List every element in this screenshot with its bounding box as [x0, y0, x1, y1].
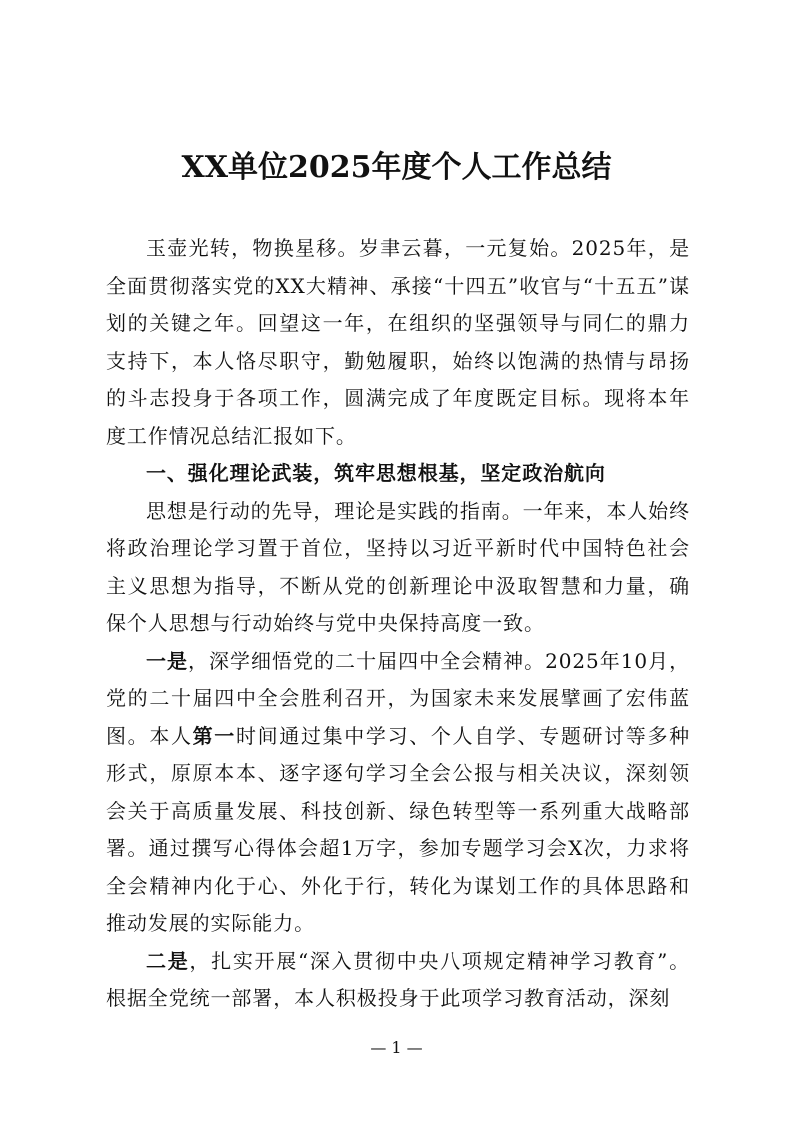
point-one-text-a: ，深学细悟党的二十届四中全会精神。2025年10月，党的二十届四中全会胜利召开，为国家未来发展擘画了宏伟蓝图。本人: [106, 648, 690, 748]
section-paragraph: 思想是行动的先导，理论是实践的指南。一年来，本人始终将政治理论学习置于首位，坚持以习近平新时代中国特色社会主义思想为指导，不断从党的创新理论中汲取智慧和力量，确保个人思想与行动始终与党中央保持高度一致。: [106, 498, 690, 635]
point-one-paragraph: [106, 643, 690, 943]
point-two-lead: 二是: [146, 948, 190, 973]
document-title: XX单位2025年度个人工作总结: [181, 150, 612, 185]
intro-paragraph: 玉壶光转，物换星移。岁聿云暮，一元复始。2025年，是全面贯彻落实党的XX大精神、承接“十四五”收官与“十五五”谋划的关键之年。回望这一年，在组织的坚强领导与同仁的鼎力支持下，本人恪尽职守，勤勉履职，始终以饱满的热情与昂扬的斗志投身于各项工作，圆满完成了年度既定目标。现将本年度工作情况总结汇报如下。: [106, 236, 690, 448]
point-one-text-b: 时间通过集中学习、个人自学、专题研讨等多种形式，原原本本、逐字逐句学习全会公报与相关决议，深刻领会关于高质量发展、科技创新、绿色转型等一系列重大战略部署。通过撰写心得体会超1万字，参加专题学习会X次，力求将全会精神内化于心、外化于行，转化为谋划工作的具体思路和推动发展的实际能力。: [106, 723, 691, 935]
point-two-text: ，扎实开展“深入贯彻中央八项规定精神学习教育”。根据全党统一部署，本人积极投身于此项学习教育活动，深刻: [106, 948, 690, 1010]
section-heading: 一、强化理论武装，筑牢思想根基，坚定政治航向: [146, 461, 606, 485]
point-two-paragraph: [106, 943, 690, 1018]
point-one-emphasis: 第一: [192, 723, 236, 748]
page-number: — 1 —: [370, 1038, 423, 1057]
document-body: [106, 230, 690, 1018]
point-one-lead: 一是: [146, 648, 189, 673]
